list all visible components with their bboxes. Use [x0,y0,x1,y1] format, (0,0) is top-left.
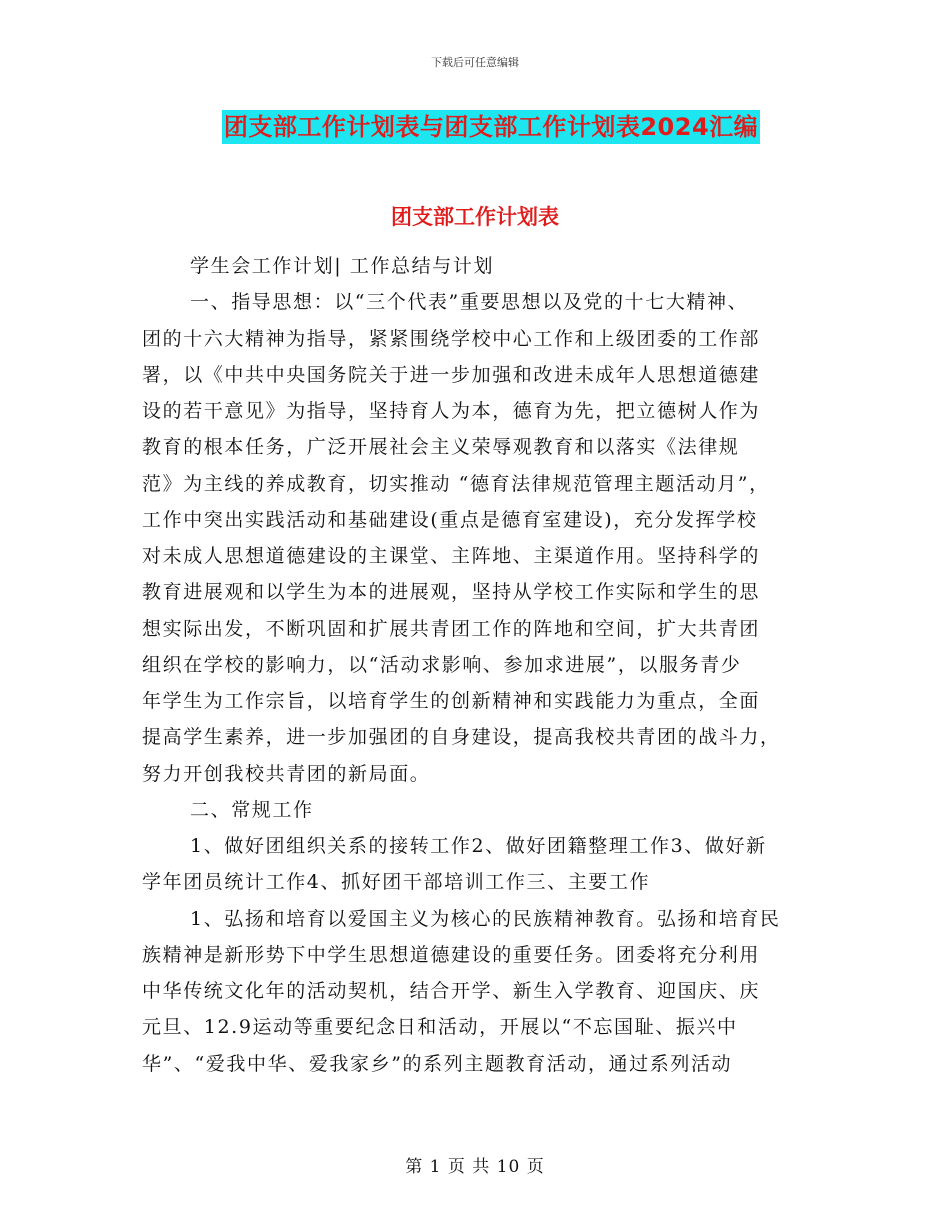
body-line: 元旦、12.9运动等重要纪念日和活动，开展以“不忘国耻、振兴中 [142,1016,738,1039]
body-line: 学年团员统计工作4、抓好团干部培训工作三、主要工作 [142,871,651,894]
body-line: 二、常规工作 [190,798,314,821]
body-line: 提高学生素养，进一步加强团的自身建设，提高我校共青团的战斗力， [142,726,781,749]
body-line: 设的若干意见》为指导，坚持育人为本，德育为先，把立德树人作为 [142,400,761,422]
body-line: 教育进展观和以学生为本的进展观，坚持从学校工作实际和学生的思 [142,581,761,604]
body-line: 团的十六大精神为指导，紧紧围绕学校中心工作和上级团委的工作部 [142,327,761,350]
body-line: 署，以《中共中央国务院关于进一步加强和改进未成年人思想道德建 [142,363,761,386]
body-line: 华”、“爱我中华、爱我家乡”的系列主题教育活动，通过系列活动 [142,1052,733,1075]
body-line: 一、指导思想：以“三个代表”重要思想以及党的十七大精神、 [190,291,749,314]
body-line: 中华传统文化年的活动契机，结合开学、新生入学教育、迎国庆、庆 [142,980,761,1002]
body-line: 想实际出发，不断巩固和扩展共青团工作的阵地和空间，扩大共青团 [142,617,761,640]
section-title: 团支部工作计划表 [391,205,559,229]
body-text [142,248,822,1082]
header-note: 下载后可任意编辑 [431,56,519,69]
document-title: 团支部工作计划表与团支部工作计划表2024汇编 [222,110,760,144]
body-line: 对未成人思想道德建设的主课堂、主阵地、主渠道作用。坚持科学的 [142,545,761,567]
document-title-container [0,110,950,144]
body-line: 1、弘扬和培育以爱国主义为核心的民族精神教育。弘扬和培育民 [190,907,781,930]
body-line: 教育的根本任务，广泛开展社会主义荣辱观教育和以落实《法律规 [142,436,740,459]
body-line: 工作中突出实践活动和基础建设(重点是德育室建设)，充分发挥学校 [142,508,758,531]
body-line: 学生会工作计划| 工作总结与计划 [190,255,495,277]
body-line: 族精神是新形势下中学生思想道德建设的重要任务。团委将充分利用 [142,943,761,966]
body-line: 组织在学校的影响力，以“活动求影响、参加求进展”，以服务青少 [142,653,742,676]
body-line: 范》为主线的养成教育，切实推动 “德育法律规范管理主题活动月”， [142,472,770,495]
page-number: 第 1 页 共 10 页 [405,1157,545,1177]
body-line: 1、做好团组织关系的接转工作2、做好团籍整理工作3、做好新 [190,835,767,857]
body-line: 努力开创我校共青团的新局面。 [142,762,431,785]
body-line: 年学生为工作宗旨，以培育学生的创新精神和实践能力为重点，全面 [142,690,761,712]
